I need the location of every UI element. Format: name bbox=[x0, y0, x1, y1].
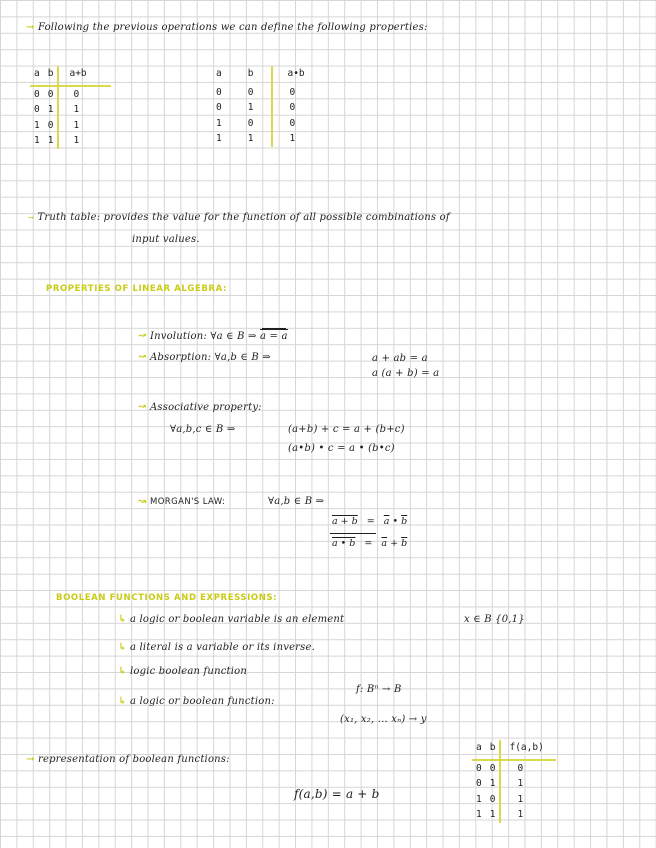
involution-result: a = a bbox=[259, 331, 288, 342]
table-header: f(a,b) bbox=[500, 740, 555, 760]
boolean-heading: BOOLEAN FUNCTIONS AND EXPRESSIONS: bbox=[56, 593, 278, 603]
absorption-line2: a (a + b) = a bbox=[372, 368, 440, 379]
table-row bbox=[212, 131, 309, 147]
morgan-law-2 bbox=[332, 538, 407, 550]
table-row bbox=[212, 85, 309, 101]
table-cell: 0 bbox=[517, 762, 524, 774]
table-cell: 1 bbox=[244, 100, 273, 116]
hook-arrow-icon: ↳ bbox=[118, 696, 127, 707]
morgan-l1-r1: $\overline{a}$ bbox=[383, 516, 390, 527]
hook-arrow-icon: ↳ bbox=[118, 614, 127, 625]
truth-table-line2: input values. bbox=[132, 234, 200, 245]
associative-line2: (a•b) • c = a • (b•c) bbox=[288, 443, 395, 454]
absorption-label: Absorption: bbox=[149, 352, 212, 363]
representation-line bbox=[26, 754, 230, 766]
squiggle-arrow-icon: ↝ bbox=[138, 496, 147, 507]
boolean-item-text: a logic or boolean function: bbox=[129, 696, 275, 707]
absorption-expr: ∀a,b ∈ B ⇒ bbox=[214, 352, 271, 363]
boolean-item-3 bbox=[118, 666, 247, 678]
table-header: a bbox=[30, 66, 44, 86]
involution-label: Involution: bbox=[149, 331, 207, 342]
table-cell: 1 bbox=[517, 778, 524, 790]
table-cell: 0 bbox=[486, 792, 501, 808]
representation-formula: f(a,b) = a + b bbox=[294, 787, 380, 801]
table-cell: 0 bbox=[476, 778, 482, 790]
table-cell: 0 bbox=[289, 117, 296, 129]
table-cell: 0 bbox=[34, 88, 40, 100]
table-cell: 1 bbox=[517, 793, 524, 805]
boolean-item-1 bbox=[118, 614, 344, 626]
table-cell: 0 bbox=[289, 102, 296, 114]
table-row bbox=[30, 102, 111, 118]
table-header: a bbox=[472, 740, 486, 760]
absorption-line bbox=[138, 352, 271, 364]
function-truth-table bbox=[472, 740, 556, 823]
properties-heading: PROPERTIES OF LINEAR ALGEBRA: bbox=[46, 284, 227, 294]
morgan-l1-eq: = bbox=[366, 516, 375, 527]
arrow-icon: → bbox=[26, 754, 35, 765]
morgan-line bbox=[138, 496, 225, 508]
boolean-item-1-extra: x ∈ B {0,1} bbox=[464, 614, 525, 625]
table-cell: 1 bbox=[73, 119, 80, 131]
table-cell: 1 bbox=[216, 133, 222, 145]
squiggle-arrow-icon: ↝ bbox=[138, 352, 147, 363]
and-truth-table bbox=[212, 66, 309, 147]
boolean-item-2 bbox=[118, 642, 315, 654]
absorption-line1: a + ab = a bbox=[372, 353, 428, 364]
truth-table-definition bbox=[28, 212, 450, 224]
table-cell: 1 bbox=[476, 793, 482, 805]
table-cell: 0 bbox=[44, 118, 59, 134]
table-cell: 1 bbox=[517, 809, 524, 821]
table-cell: 1 bbox=[34, 119, 40, 131]
table-header: a bbox=[216, 68, 222, 80]
involution-expr: ∀a ∈ B ⇒ bbox=[210, 331, 257, 342]
hook-arrow-icon: ↳ bbox=[118, 666, 127, 677]
table-row bbox=[472, 807, 556, 823]
morgan-law-1 bbox=[332, 516, 407, 528]
squiggle-arrow-icon: ↝ bbox=[138, 331, 147, 342]
table-row bbox=[30, 86, 111, 103]
associative-line1: (a+b) + c = a + (b+c) bbox=[288, 424, 405, 435]
boolean-item-4 bbox=[118, 696, 275, 708]
table-cell: 0 bbox=[73, 88, 80, 100]
morgan-l2-r1: $\overline{a}$ bbox=[381, 538, 388, 549]
morgan-l1-r2: $\overline{b}$ bbox=[401, 516, 408, 527]
table-row bbox=[472, 760, 556, 777]
boolean-item-text: a logic or boolean variable is an element bbox=[129, 614, 345, 625]
table-cell: 1 bbox=[289, 133, 296, 145]
table-row bbox=[30, 118, 111, 134]
table-row bbox=[472, 792, 556, 808]
table-header: b bbox=[44, 66, 59, 86]
boolean-item-4-extra2: (x₁, x₂, ... xₙ) → y bbox=[340, 714, 427, 725]
boolean-item-4-extra: f: Bⁿ → B bbox=[356, 684, 402, 695]
morgan-expr: ∀a,b ∈ B ⇒ bbox=[268, 496, 325, 507]
table-cell: 1 bbox=[44, 133, 59, 149]
morgan-l1-op: • bbox=[392, 516, 399, 527]
table-cell: 1 bbox=[486, 807, 501, 823]
morgan-l2-r2: $\overline{b}$ bbox=[401, 538, 408, 549]
table-header: b bbox=[486, 740, 501, 760]
table-cell: 0 bbox=[244, 116, 273, 132]
morgan-divider bbox=[330, 533, 376, 534]
hook-arrow-icon: ↳ bbox=[118, 642, 127, 653]
squiggle-arrow-icon: ↝ bbox=[138, 402, 147, 413]
morgan-l1-left: a + b bbox=[332, 516, 358, 527]
boolean-item-text: logic boolean function bbox=[129, 666, 247, 677]
morgan-l2-op: + bbox=[390, 538, 399, 549]
representation-text: representation of boolean functions: bbox=[37, 754, 230, 765]
associative-line bbox=[138, 402, 262, 414]
truth-table-line1: Truth table: provides the value for the function of all possible combinations of bbox=[37, 212, 450, 223]
table-cell: 1 bbox=[476, 809, 482, 821]
table-cell: 1 bbox=[73, 104, 80, 116]
table-cell: 0 bbox=[244, 85, 273, 101]
table-header: a•b bbox=[287, 68, 305, 80]
associative-expr: ∀a,b,c ∈ B ⇒ bbox=[170, 424, 236, 435]
associative-label: Associative property: bbox=[149, 402, 262, 413]
table-cell: 1 bbox=[486, 776, 501, 792]
table-row bbox=[30, 133, 111, 149]
or-truth-table bbox=[30, 66, 111, 149]
table-cell: 1 bbox=[34, 135, 40, 147]
bullet-icon: → bbox=[28, 213, 35, 222]
table-cell: 0 bbox=[476, 762, 482, 774]
intro-line bbox=[26, 22, 428, 34]
involution-line bbox=[138, 329, 288, 343]
table-header: b bbox=[244, 66, 273, 85]
morgan-l2-eq: = bbox=[364, 538, 373, 549]
table-cell: 1 bbox=[73, 135, 80, 147]
table-cell: 1 bbox=[244, 131, 273, 147]
intro-text: Following the previous operations we can define the following properties: bbox=[37, 22, 428, 33]
table-cell: 0 bbox=[44, 86, 59, 103]
morgan-l2-left: a • b bbox=[332, 538, 356, 549]
table-cell: 0 bbox=[34, 104, 40, 116]
table-cell: 0 bbox=[216, 102, 222, 114]
table-row bbox=[472, 776, 556, 792]
table-cell: 0 bbox=[216, 86, 222, 98]
table-cell: 0 bbox=[289, 86, 296, 98]
boolean-item-text: a literal is a variable or its inverse. bbox=[129, 642, 315, 653]
table-header: a+b bbox=[58, 66, 110, 86]
table-cell: 0 bbox=[486, 760, 501, 777]
table-cell: 1 bbox=[216, 117, 222, 129]
morgan-label: MORGAN'S LAW: bbox=[149, 497, 226, 507]
table-cell: 1 bbox=[44, 102, 59, 118]
table-row bbox=[212, 116, 309, 132]
table-row bbox=[212, 100, 309, 116]
arrow-icon: → bbox=[26, 22, 35, 33]
